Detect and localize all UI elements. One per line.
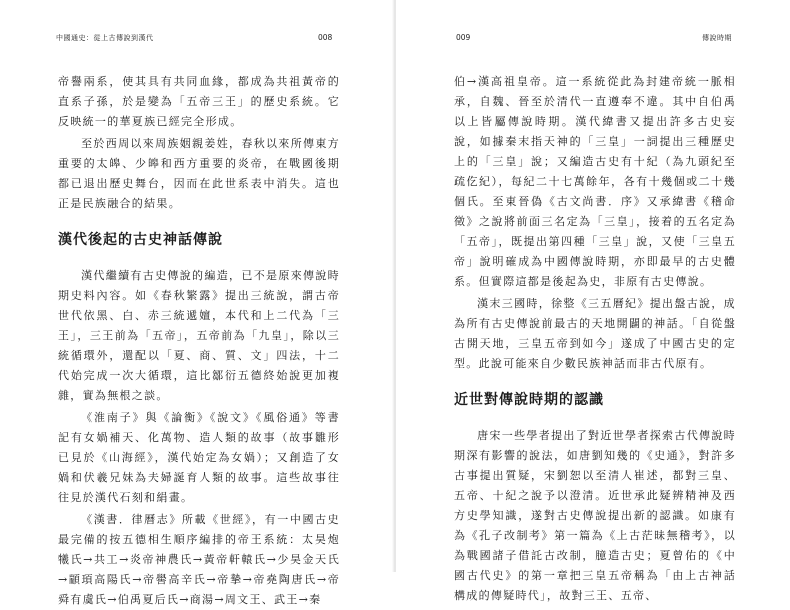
paragraph: 至於西周以來周族姻親姜姓，春秋以來所傳東方重要的太皞、少皞和西方重要的炎帝，在戰國後期都已退出歷史舞台，因而在此世系表中消失。這也正是民族融合的結果。 xyxy=(58,137,340,210)
body-text xyxy=(454,72,736,606)
paragraph: 《漢書．律曆志》所載《世經》，有一中國古史最完備的按五德相生順序編排的帝王系統：太昊炮犧氏→共工→炎帝神農氏→黃帝軒轅氏→少昊金天氏→顓頊高陽氏→帝嚳高辛氏→帝摯→帝堯陶唐氏→帝舜有虞氏→伯禹夏后氏→商湯→周文王、武王→秦 xyxy=(58,513,340,606)
paragraph: 《淮南子》與《論衡》《說文》《風俗通》等書記有女媧補天、化萬物、造人類的故事（故事雛形已見於《山海經》，漢代始定為女媧）；又創造了女媧和伏羲兄妹為夫婦誕育人類的故事。這些故事往往見於漢代石刻和絹畫。 xyxy=(58,411,340,504)
section-heading: 近世對傳說時期的認識 xyxy=(454,392,604,408)
right-page xyxy=(396,0,790,602)
page-number: 009 xyxy=(456,33,471,42)
running-head: 傳說時期 xyxy=(702,34,732,42)
paragraph: 漢代繼續有古史傳說的編造，已不是原來傳說時期史料內容。如《春秋繁露》提出三統說，謂古帝世代依黑、白、赤三統遞嬗，本代和上二代為「三王」，三王前為「五帝」，五帝前為「九皇」，除以三統循環外，還配以「夏、商、質、文」四法，十二代始完成一次大循環，這比鄒衍五德終始說更加複雜，實為無根之談。 xyxy=(58,269,340,402)
running-head: 中國通史：從上古傳說到漢代 xyxy=(56,34,154,42)
paragraph: 帝譽兩系，使其具有共同血緣，都成為共祖黃帝的直系子孫，於是變為「五帝三王」的歷史系統。它反映統一的華夏族已經完全形成。 xyxy=(58,75,340,128)
paragraph: 唐宋一些學者提出了對近世學者探索古代傳說時期深有影響的說法，如唐劉知幾的《史通》，對許多古事提出質疑，宋劉恕以至清人崔述，都對三皇、五帝、十紀之說予以澄清。近世承此疑辨精神及西方史學知識，遂對古史傳說提出新的認識。如康有為《孔子改制考》第一篇為《上古茫昧無稽考》，以為戰國諸子借託古改制，臆造古史；夏曾佑的《中國古代史》的第一章把三皇五帝稱為「由上古神話構成的傳疑時代」，故對三王、五帝、 xyxy=(454,429,736,602)
paragraph: 漢末三國時，徐整《三五曆紀》提出盤古說，成為所有古史傳說前最古的天地開闢的神話。「自從盤古開天地，三皇五帝到如今」遂成了中國古史的定型。此說可能來自少數民族神話而非古代原有。 xyxy=(454,297,736,370)
section-heading: 漢代後起的古史神話傳說 xyxy=(58,232,223,248)
body-text xyxy=(58,72,340,610)
left-page xyxy=(0,0,394,606)
paragraph: 伯→漢高祖皇帝。這一系統從此為封建帝統一脈相承，自魏、晉至於清代一直遵奉不違。其中自伯禹以上皆屬傳說時期。漢代緯書又提出許多古史妄說，如據秦末指天神的「三皇」一詞提出三種歷史上的「三皇」說；又編造古史有十紀（為九頭紀至疏仡紀），每紀二十七萬餘年，各有十幾個或二十幾個氏。至東晉偽《古文尚書．序》又承緯書《稽命徵》之說將前面三名定為「三皇」，接着的五名定為「五帝」，既提出第四種「三皇」說，又使「三皇五帝」說明確成為中國傳說時期，亦即最早的古史體系。但實際這都是後起為史，非原有古史傳說。 xyxy=(454,75,736,288)
page-number: 008 xyxy=(318,33,333,42)
